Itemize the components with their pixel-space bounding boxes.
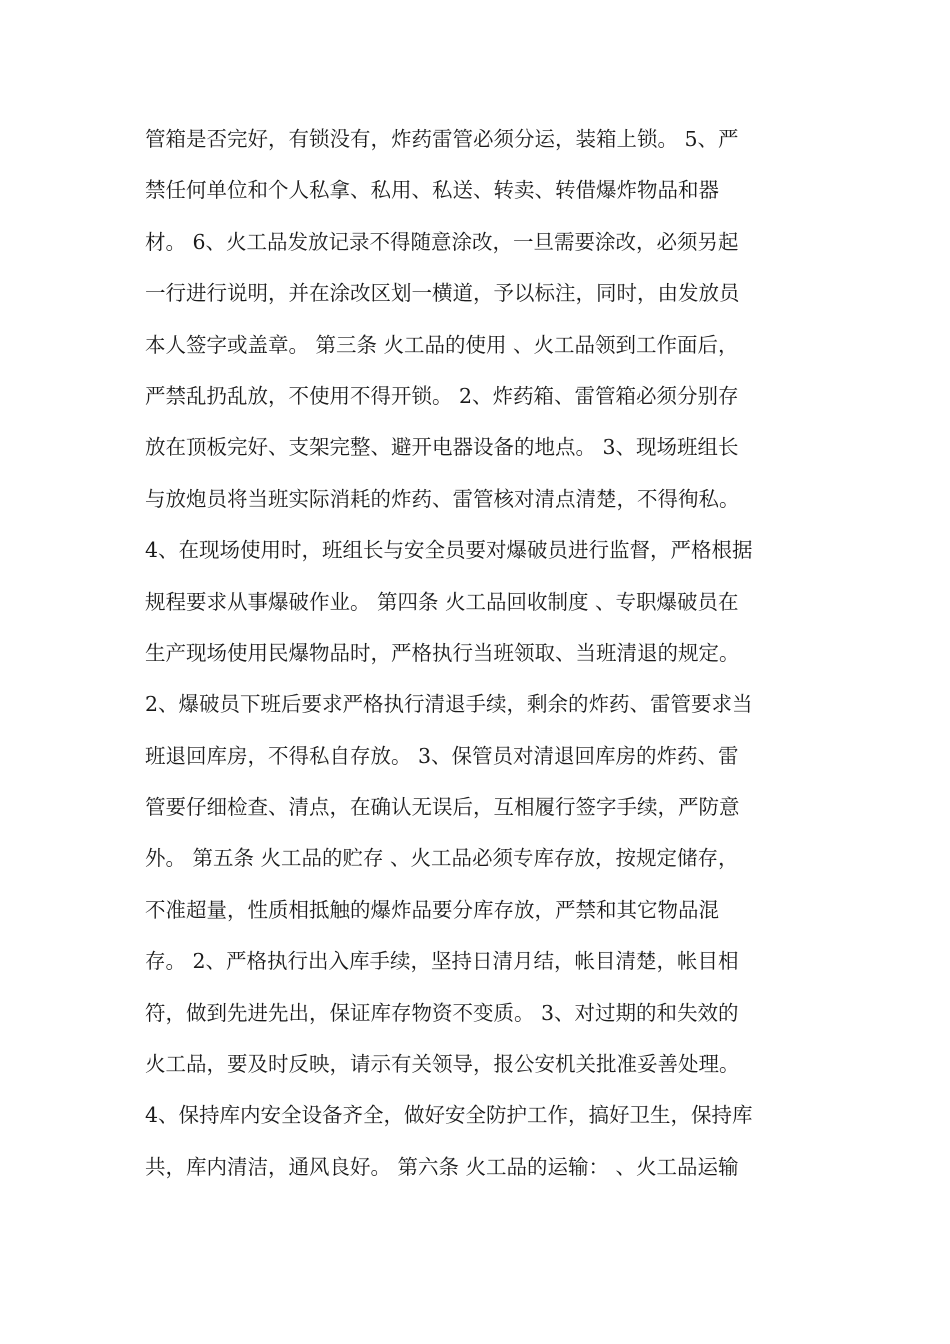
text-line: 严禁乱扔乱放，不使用不得开锁。 2、炸药箱、雷管箱必须分别存 (145, 383, 739, 408)
text-line: 4、保持库内安全设备齐全，做好安全防护工作，搞好卫生，保持库 (145, 1103, 753, 1128)
text-line: 4、在现场使用时，班组长与安全员要对爆破员进行监督，严格根据 (145, 538, 753, 563)
text-line: 生产现场使用民爆物品时，严格执行当班领取、当班清退的规定。 (145, 640, 740, 665)
text-line: 共，库内清洁，通风良好。 第六条 火工品的运输： 、火工品运输 (145, 1154, 739, 1179)
text-line: 一行进行说明，并在涂改区划一横道，予以标注，同时，由发放员 (145, 281, 740, 306)
text-line: 本人签字或盖章。 第三条 火工品的使用 、火工品领到工作面后， (145, 332, 739, 357)
text-line: 管要仔细检查、清点，在确认无误后，互相履行签字手续，严防意 (145, 795, 740, 820)
text-line: 规程要求从事爆破作业。 第四条 火工品回收制度 、专职爆破员在 (145, 589, 739, 614)
text-line: 班退回库房，不得私自存放。 3、保管员对清退回库房的炸药、雷 (145, 743, 739, 768)
text-line: 材。 6、火工品发放记录不得随意涂改，一旦需要涂改，必须另起 (145, 229, 739, 254)
text-line: 放在顶板完好、支架完整、避开电器设备的地点。 3、现场班组长 (145, 435, 739, 460)
text-line: 2、爆破员下班后要求严格执行清退手续，剩余的炸药、雷管要求当 (145, 692, 753, 717)
text-line: 不准超量，性质相抵触的爆炸品要分库存放，严禁和其它物品混 (145, 897, 719, 922)
text-line: 禁任何单位和个人私拿、私用、私送、转卖、转借爆炸物品和器 (145, 178, 719, 203)
text-line: 管箱是否完好，有锁没有，炸药雷管必须分运，装箱上锁。 5、严 (145, 127, 739, 151)
text-line: 火工品，要及时反映，请示有关领导，报公安机关批准妥善处理。 (145, 1052, 740, 1077)
body-text (145, 114, 825, 1193)
text-line: 存。 2、严格执行出入库手续，坚持日清月结，帐目清楚，帐目相 (145, 949, 739, 974)
text-line: 符，做到先进先出，保证库存物资不变质。 3、对过期的和失效的 (145, 1000, 739, 1025)
text-line: 与放炮员将当班实际消耗的炸药、雷管核对清点清楚，不得徇私。 (145, 486, 740, 511)
text-line: 外。 第五条 火工品的贮存 、火工品必须专库存放，按规定储存， (145, 846, 739, 871)
